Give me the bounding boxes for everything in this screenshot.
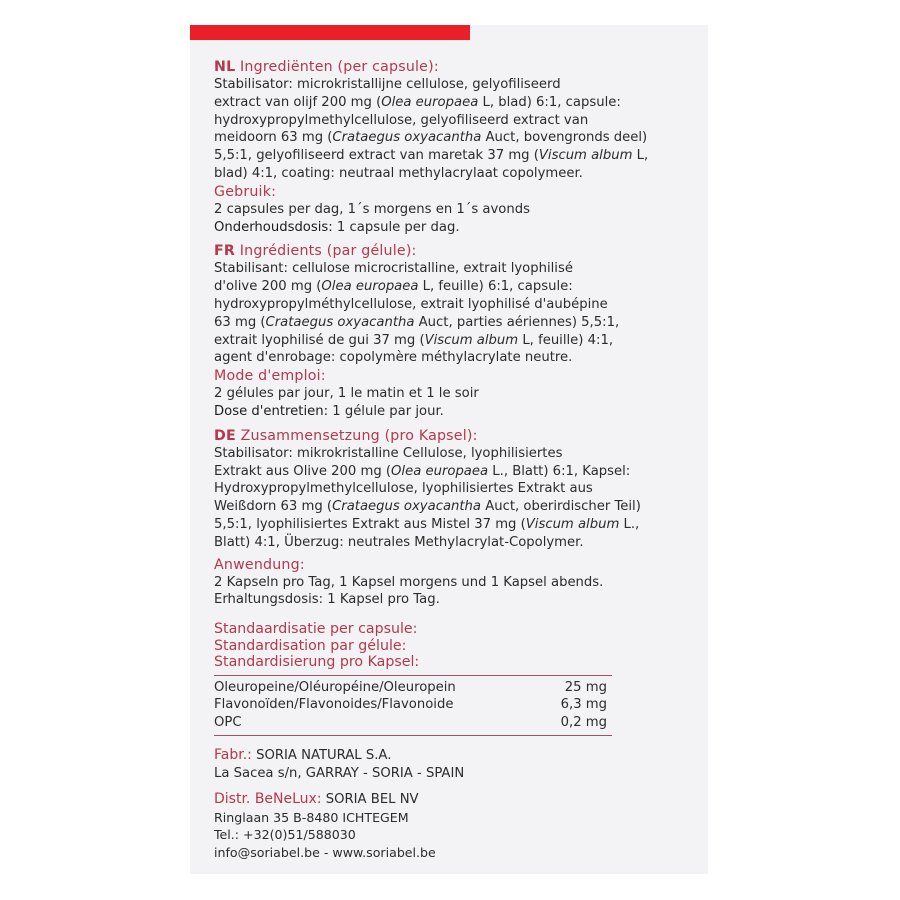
fr-ingredient-line: hydroxypropylméthylcellulose, extrait lyophilisé d'aubépine bbox=[214, 296, 608, 312]
manufacturer-label: Fabr.: bbox=[214, 747, 252, 764]
de-maintenance-line: Erhaltungsdosis: 1 Kapsel pro Tag. bbox=[214, 592, 440, 608]
table-row bbox=[214, 696, 607, 714]
nl-ingredient-line: hydroxypropylmethylcellulose, gelyofiliseerd extract van bbox=[214, 112, 589, 128]
nl-ingredients-heading bbox=[214, 58, 694, 76]
fr-heading-text: Ingrédients (par gélule): bbox=[235, 243, 417, 260]
accent-bar bbox=[190, 25, 470, 40]
distributor-name: SORIA BEL NV bbox=[321, 791, 419, 807]
distributor-address: Ringlaan 35 B-8480 ICHTEGEM bbox=[214, 809, 409, 825]
compound-amount: 6,3 mg bbox=[560, 697, 607, 713]
fr-ingredient-line: agent d'enrobage: copolymère méthylacrylate neutre. bbox=[214, 350, 573, 366]
manufacturer-line bbox=[214, 747, 694, 765]
de-language-code: DE bbox=[214, 427, 236, 444]
nl-usage-line: 2 capsules per dag, 1´s morgens en 1´s avonds bbox=[214, 201, 530, 217]
nl-ingredient-line: meidoorn 63 mg (Crataegus oxyacantha Auct, bovengronds deel) bbox=[214, 130, 648, 146]
fr-ingredient-line: 63 mg (Crataegus oxyacantha Auct, parties aériennes) 5,5:1, bbox=[214, 314, 620, 330]
fr-usage-heading: Mode d'emploi: bbox=[214, 368, 326, 385]
fr-ingredient-line: Stabilisant: cellulose microcristalline, extrait lyophilisé bbox=[214, 261, 573, 277]
fr-section bbox=[214, 242, 694, 420]
standardisation-heading-fr: Standardisation par gélule: bbox=[214, 637, 407, 654]
distributor-label: Distr. BeNeLux: bbox=[214, 790, 322, 807]
manufacturer-address: La Sacea s/n, GARRAY - SORIA - SPAIN bbox=[214, 765, 465, 781]
de-ingredient-line: 5,5:1, lyophilisiertes Extrakt aus Mistel 37 mg (Viscum album L., bbox=[214, 516, 640, 532]
compound-name: OPC bbox=[214, 714, 242, 730]
compound-name: Flavonoïden/Flavonoides/Flavonoide bbox=[214, 697, 454, 713]
table-top-divider bbox=[214, 675, 612, 676]
standardisation-section bbox=[214, 621, 694, 736]
table-row bbox=[214, 679, 607, 697]
fr-ingredient-line: d'olive 200 mg (Olea europaea L, feuille) 6:1, capsule: bbox=[214, 279, 573, 295]
de-heading-text: Zusammensetzung (pro Kapsel): bbox=[235, 427, 478, 444]
nl-language-code: NL bbox=[214, 59, 236, 75]
standardisation-heading-de: Standardisierung pro Kapsel: bbox=[214, 654, 420, 671]
de-ingredient-line: Extrakt aus Olive 200 mg (Olea europaea L., Blatt) 6:1, Kapsel: bbox=[214, 463, 631, 479]
standardisation-heading-nl: Standaardisatie per capsule: bbox=[214, 621, 418, 638]
fr-ingredients-heading bbox=[214, 242, 694, 260]
manufacturer-name: SORIA NATURAL S.A. bbox=[251, 748, 392, 764]
compound-name: Oleuropeine/Oléuropéine/Oleuropein bbox=[214, 679, 456, 695]
table-bottom-divider bbox=[214, 735, 612, 736]
fr-ingredient-line: extrait lyophilisé de gui 37 mg (Viscum album L, feuille) 4:1, bbox=[214, 332, 614, 348]
fr-language-code: FR bbox=[214, 243, 236, 260]
manufacturer-section bbox=[214, 747, 694, 783]
nl-section bbox=[214, 58, 694, 236]
de-usage-heading: Anwendung: bbox=[214, 556, 305, 573]
nl-ingredient-line: blad) 4:1, coating: neutraal methylacrylaat copolymeer. bbox=[214, 165, 583, 181]
fr-maintenance-line: Dose d'entretien: 1 gélule par jour. bbox=[214, 403, 444, 419]
de-ingredient-line: Weißdorn 63 mg (Crataegus oxyacantha Auct, oberirdischer Teil) bbox=[214, 499, 641, 515]
de-ingredient-line: Stabilisator: mikrokristalline Cellulose, lyophilisiertes bbox=[214, 445, 563, 461]
nl-heading-text: Ingrediënten (per capsule): bbox=[235, 59, 439, 75]
compound-amount: 25 mg bbox=[564, 679, 607, 695]
nl-ingredient-line: 5,5:1, gelyofiliseerd extract van maretak 37 mg (Viscum album L, bbox=[214, 148, 649, 164]
fr-usage-line: 2 gélules par jour, 1 le matin et 1 le soir bbox=[214, 386, 479, 402]
de-ingredient-line: Hydroxypropylmethylcellulose, lyophilisiertes Extrakt aus bbox=[214, 481, 593, 497]
nl-ingredient-line: extract van olijf 200 mg (Olea europaea L, blad) 6:1, capsule: bbox=[214, 94, 621, 110]
de-usage-line: 2 Kapseln pro Tag, 1 Kapsel morgens und 1 Kapsel abends. bbox=[214, 574, 604, 590]
nl-usage-heading: Gebruik: bbox=[214, 183, 277, 200]
de-ingredient-line: Blatt) 4:1, Überzug: neutrales Methylacrylat-Copolymer. bbox=[214, 534, 584, 550]
distributor-line bbox=[214, 791, 694, 809]
compound-amount: 0,2 mg bbox=[560, 714, 607, 730]
de-section bbox=[214, 427, 694, 609]
distributor-contact: info@soriabel.be - www.soriabel.be bbox=[214, 845, 436, 861]
distributor-phone: Tel.: +32(0)51/588030 bbox=[214, 827, 356, 843]
label-content bbox=[214, 58, 694, 862]
de-ingredients-heading bbox=[214, 427, 694, 445]
table-row bbox=[214, 714, 607, 732]
distributor-section bbox=[214, 791, 694, 862]
nl-maintenance-line: Onderhoudsdosis: 1 capsule per dag. bbox=[214, 219, 460, 235]
nl-ingredient-line: Stabilisator: microkristallijne cellulose, gelyofiliseerd bbox=[214, 77, 561, 92]
